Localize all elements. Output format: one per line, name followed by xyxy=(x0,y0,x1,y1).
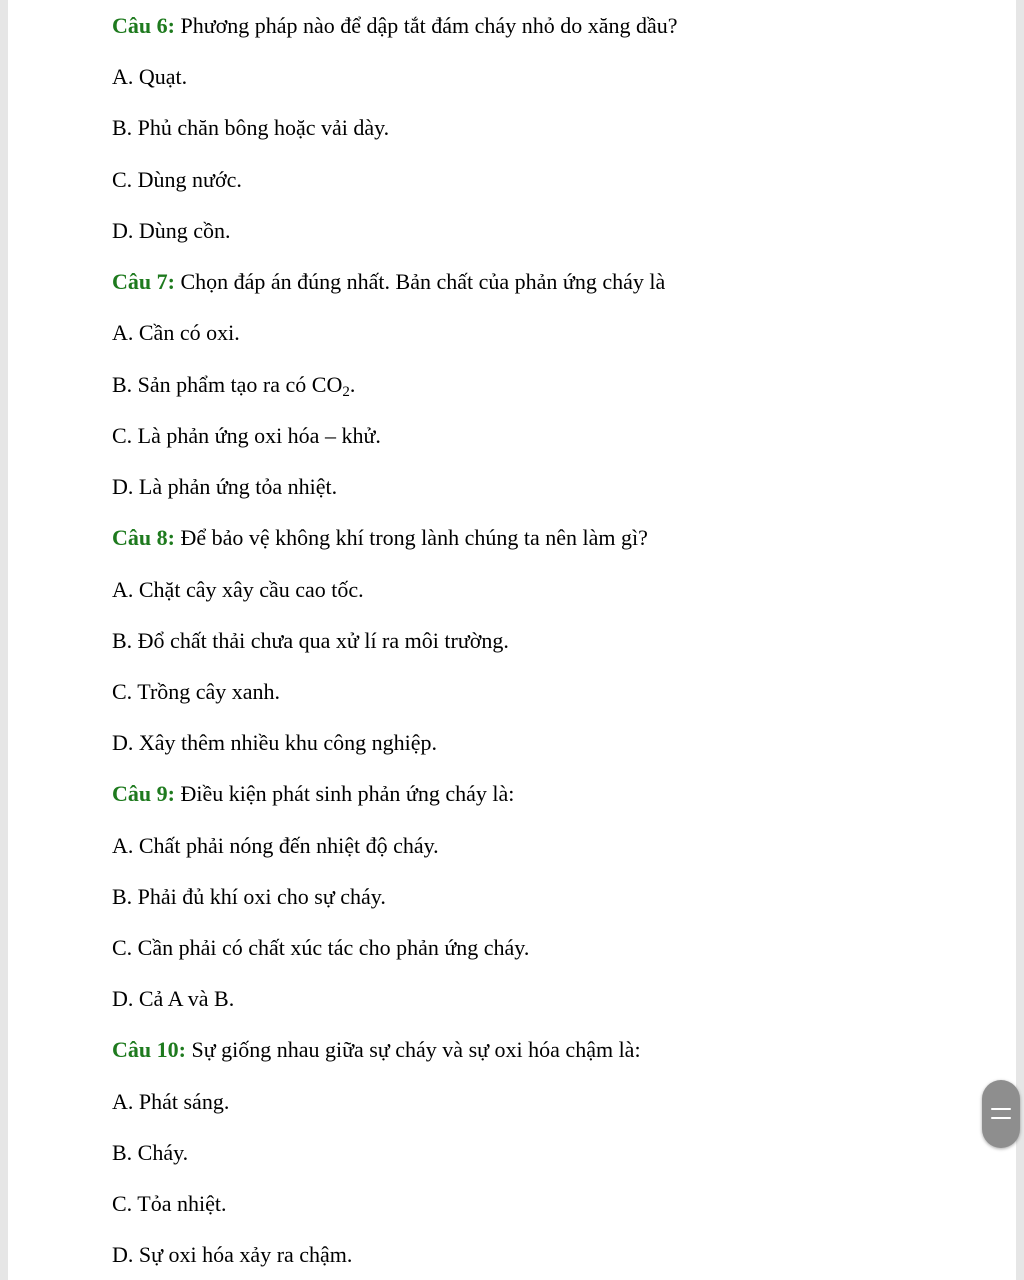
question-9-option-d: D. Cả A và B. xyxy=(112,986,235,1011)
question-9 xyxy=(112,780,514,808)
question-10-option-d: D. Sự oxi hóa xảy ra chậm. xyxy=(112,1242,353,1267)
question-8-option-d: D. Xây thêm nhiều khu công nghiệp. xyxy=(112,730,438,755)
question-6-option-a: A. Quạt. xyxy=(112,64,188,89)
question-10-option-b: B. Cháy. xyxy=(112,1140,189,1165)
question-7-option-a: A. Cần có oxi. xyxy=(112,320,240,345)
scroll-handle[interactable] xyxy=(982,1080,1020,1148)
question-7 xyxy=(112,268,665,296)
co2-subscript: 2 xyxy=(342,384,350,400)
question-7-label: Câu 7: xyxy=(112,269,175,294)
question-9-option-c: C. Cần phải có chất xúc tác cho phản ứng cháy. xyxy=(112,935,530,960)
question-7-option-c: C. Là phản ứng oxi hóa – khử. xyxy=(112,423,381,448)
question-6-label: Câu 6: xyxy=(112,13,175,38)
page-edge-right xyxy=(1016,0,1024,1280)
question-10 xyxy=(112,1036,641,1064)
question-8 xyxy=(112,524,648,552)
question-10-label: Câu 10: xyxy=(112,1037,186,1062)
question-7-option-b-text: B. Sản phẩm tạo ra có CO xyxy=(112,372,343,397)
question-7-option-b xyxy=(112,371,355,399)
question-9-option-a: A. Chất phải nóng đến nhiệt độ cháy. xyxy=(112,833,439,858)
question-8-option-c: C. Trồng cây xanh. xyxy=(112,679,281,704)
question-8-label: Câu 8: xyxy=(112,525,175,550)
question-6-text: Phương pháp nào để dập tắt đám cháy nhỏ do xăng dầu? xyxy=(174,13,678,38)
question-8-text: Để bảo vệ không khí trong lành chúng ta nên làm gì? xyxy=(174,525,648,550)
question-6 xyxy=(112,12,678,40)
question-10-option-c: C. Tỏa nhiệt. xyxy=(112,1191,227,1216)
question-7-text: Chọn đáp án đúng nhất. Bản chất của phản ứng cháy là xyxy=(174,269,666,294)
question-8-option-b: B. Đổ chất thải chưa qua xử lí ra môi trường. xyxy=(112,628,509,653)
question-10-text: Sự giống nhau giữa sự cháy và sự oxi hóa chậm là: xyxy=(185,1037,641,1062)
question-7-option-b-end: . xyxy=(349,372,356,397)
question-7-option-d: D. Là phản ứng tỏa nhiệt. xyxy=(112,474,338,499)
question-8-option-a: A. Chặt cây xây cầu cao tốc. xyxy=(112,577,364,602)
question-9-option-b: B. Phải đủ khí oxi cho sự cháy. xyxy=(112,884,386,909)
question-10-option-a: A. Phát sáng. xyxy=(112,1089,230,1114)
question-6-option-b: B. Phủ chăn bông hoặc vải dày. xyxy=(112,115,390,140)
question-6-option-c: C. Dùng nước. xyxy=(112,167,242,192)
question-9-text: Điều kiện phát sinh phản ứng cháy là: xyxy=(174,781,515,806)
page-edge-left xyxy=(0,0,8,1280)
question-9-label: Câu 9: xyxy=(112,781,175,806)
document-page xyxy=(8,0,1016,1280)
grip-lines-icon xyxy=(991,1108,1011,1110)
question-6-option-d: D. Dùng cồn. xyxy=(112,218,231,243)
grip-lines-icon-lower xyxy=(991,1117,1011,1119)
